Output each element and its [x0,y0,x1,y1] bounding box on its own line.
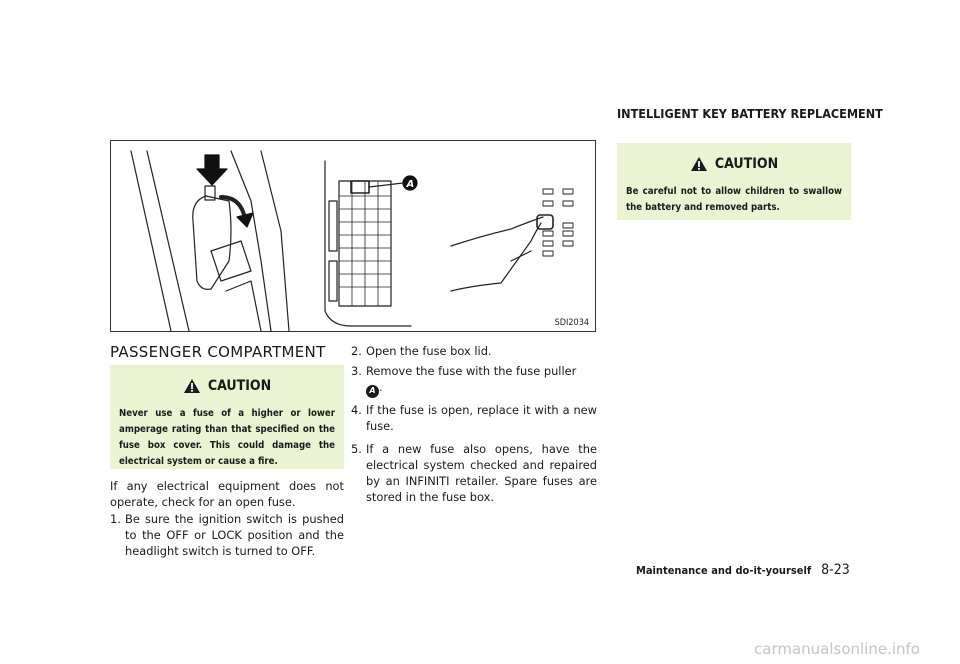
step-text: Open the fuse box lid. [366,344,492,358]
step-text [366,363,597,398]
step-text: If the fuse is open, replace it with a new fuse. [366,403,597,433]
step-text-end: . [379,380,383,394]
step-3 [351,363,597,398]
page-number: 8-23 [821,562,850,578]
step-number: 4. [351,403,362,417]
step-number: 3. [351,364,362,378]
step-5 [351,441,597,505]
step-text: Be sure the ignition switch is pushed to the OFF or LOCK position and the headlight switch is turned to OFF. [125,512,344,558]
caution-text: Never use a fuse of a higher or lower amperage rating than that specified on the fuse box cover. This could damage the electrical system or cause a fire. [119,408,335,467]
caution-header [617,143,851,175]
step-text-part: Remove the fuse with the fuse puller [366,364,577,378]
step-2 [351,343,597,359]
step-4 [351,402,597,434]
step-1 [110,511,344,559]
caution-header [110,365,344,397]
figure-code: SDI2034 [554,318,589,328]
step-number: 5. [351,442,362,456]
caution-box-battery [617,143,851,220]
warning-triangle-icon [183,378,201,394]
caution-text: Be careful not to allow children to swallow the battery and removed parts. [626,186,842,213]
footer-section-name: Maintenance and do-it-yourself [636,564,812,577]
step-text: If a new fuse also opens, have the electrical system checked and repaired by an INFINITI retailer. Spare fuses are stored in the fuse box. [366,442,597,504]
callout-a-badge: A [366,385,379,398]
page-footer [636,562,850,578]
step-number: 2. [351,344,362,358]
caution-box-fuse-rating [110,365,344,469]
section-heading-intelligent-key-battery: INTELLIGENT KEY BATTERY REPLACEMENT [617,106,883,121]
fuse-box-drawing [111,141,597,333]
caution-title: CAUTION [207,378,272,394]
figure-callout-a: A [406,179,415,190]
intro-paragraph: If any electrical equipment does not operate, check for an open fuse. [110,479,344,509]
warning-triangle-icon [690,156,708,172]
watermark: carmanualsonline.info [754,640,920,658]
caution-title: CAUTION [714,156,779,172]
step-number: 1. [110,512,121,526]
fuse-box-illustration [110,140,596,332]
section-heading-passenger-compartment: PASSENGER COMPARTMENT [110,343,326,361]
